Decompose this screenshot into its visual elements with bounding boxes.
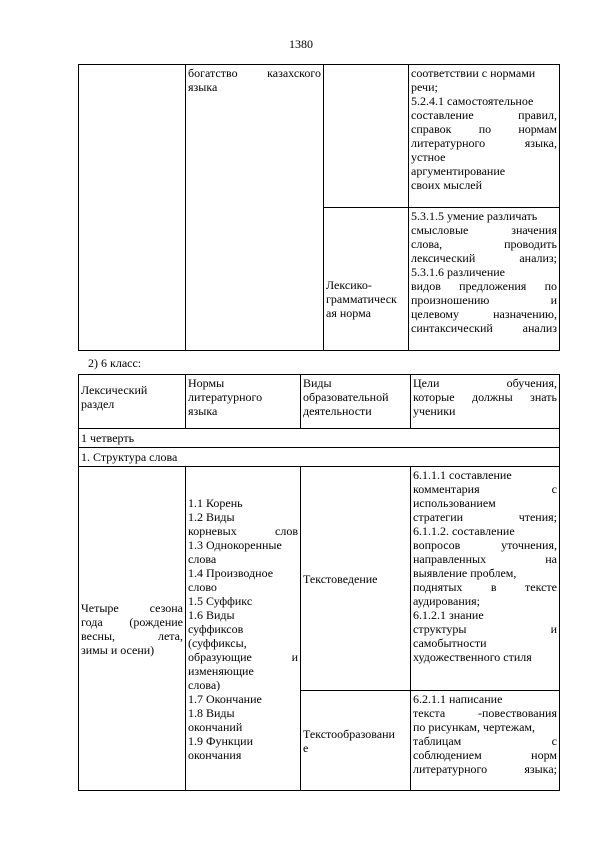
table-cell-activity: Текстообразовани е [301,691,411,791]
quarter-label: 1 четверть [79,429,560,448]
header-activities: Виды образовательной деятельности [301,375,411,429]
header-goals: Цели обучения, которые должны знать ученики [411,375,560,429]
table-row-quarter [79,429,560,448]
table-cell-empty [324,65,409,208]
table-cell-empty [79,65,186,351]
header-lexical-section: Лексический раздел [79,375,186,429]
table-cell-goals: 5.3.1.5 умение различать смысловые значения слова, проводить лексический анализ; 5.3.1.6 различение видов предложения по произношению и целевому назначению, синтаксический анализ [409,208,560,351]
table-cell-goals: соответствии с нормами речи; 5.2.4.1 самостоятельное составление правил, справок по нормам литературного языка, устное аргументирование своих мыслей [409,65,560,208]
header-norms: Нормы литературного языка [186,375,301,429]
table-cell-norms: богатство казахского языка [186,65,324,351]
table-row [79,467,560,691]
table-grade5-continuation [78,64,560,351]
table-header-row [79,375,560,429]
table-row-section [79,448,560,467]
table-cell-goals: 6.2.1.1 написание текста -повествования по рисункам, чертежам, таблицам с соблюдением норм литературного языка; [411,691,560,791]
table-cell-goals: 6.1.1.1 составление комментария с использованием стратегии чтения; 6.1.1.2. составление вопросов уточнения, направленных на выявление проблем, поднятых в тексте аудирования; 6.1.2.1 знание структуры и самобытности художественного стиля [411,467,560,691]
table-cell-norms: 1.1 Корень 1.2 Виды корневых слов 1.3 Однокоренные слова 1.4 Производное слово 1.5 Суффикс 1.6 Виды суффиксов (суффиксы, образующие и изменяющие слова) 1.7 Окончание 1.8 Виды окончаний 1.9 Функции окончания [186,467,301,791]
table-cell-topic: Четыре сезона года (рождение весны, лета, зимы и осени) [79,467,186,791]
table-cell-activity: Текстоведение [301,467,411,691]
table-cell-activity: Лексико- грамматическ ая норма [324,208,409,351]
page-number: 1380 [289,37,313,51]
section-label: 1. Структура слова [79,448,560,467]
table-grade6 [78,374,560,791]
class-label: 2) 6 класс: [88,356,142,370]
table-row [79,65,560,208]
